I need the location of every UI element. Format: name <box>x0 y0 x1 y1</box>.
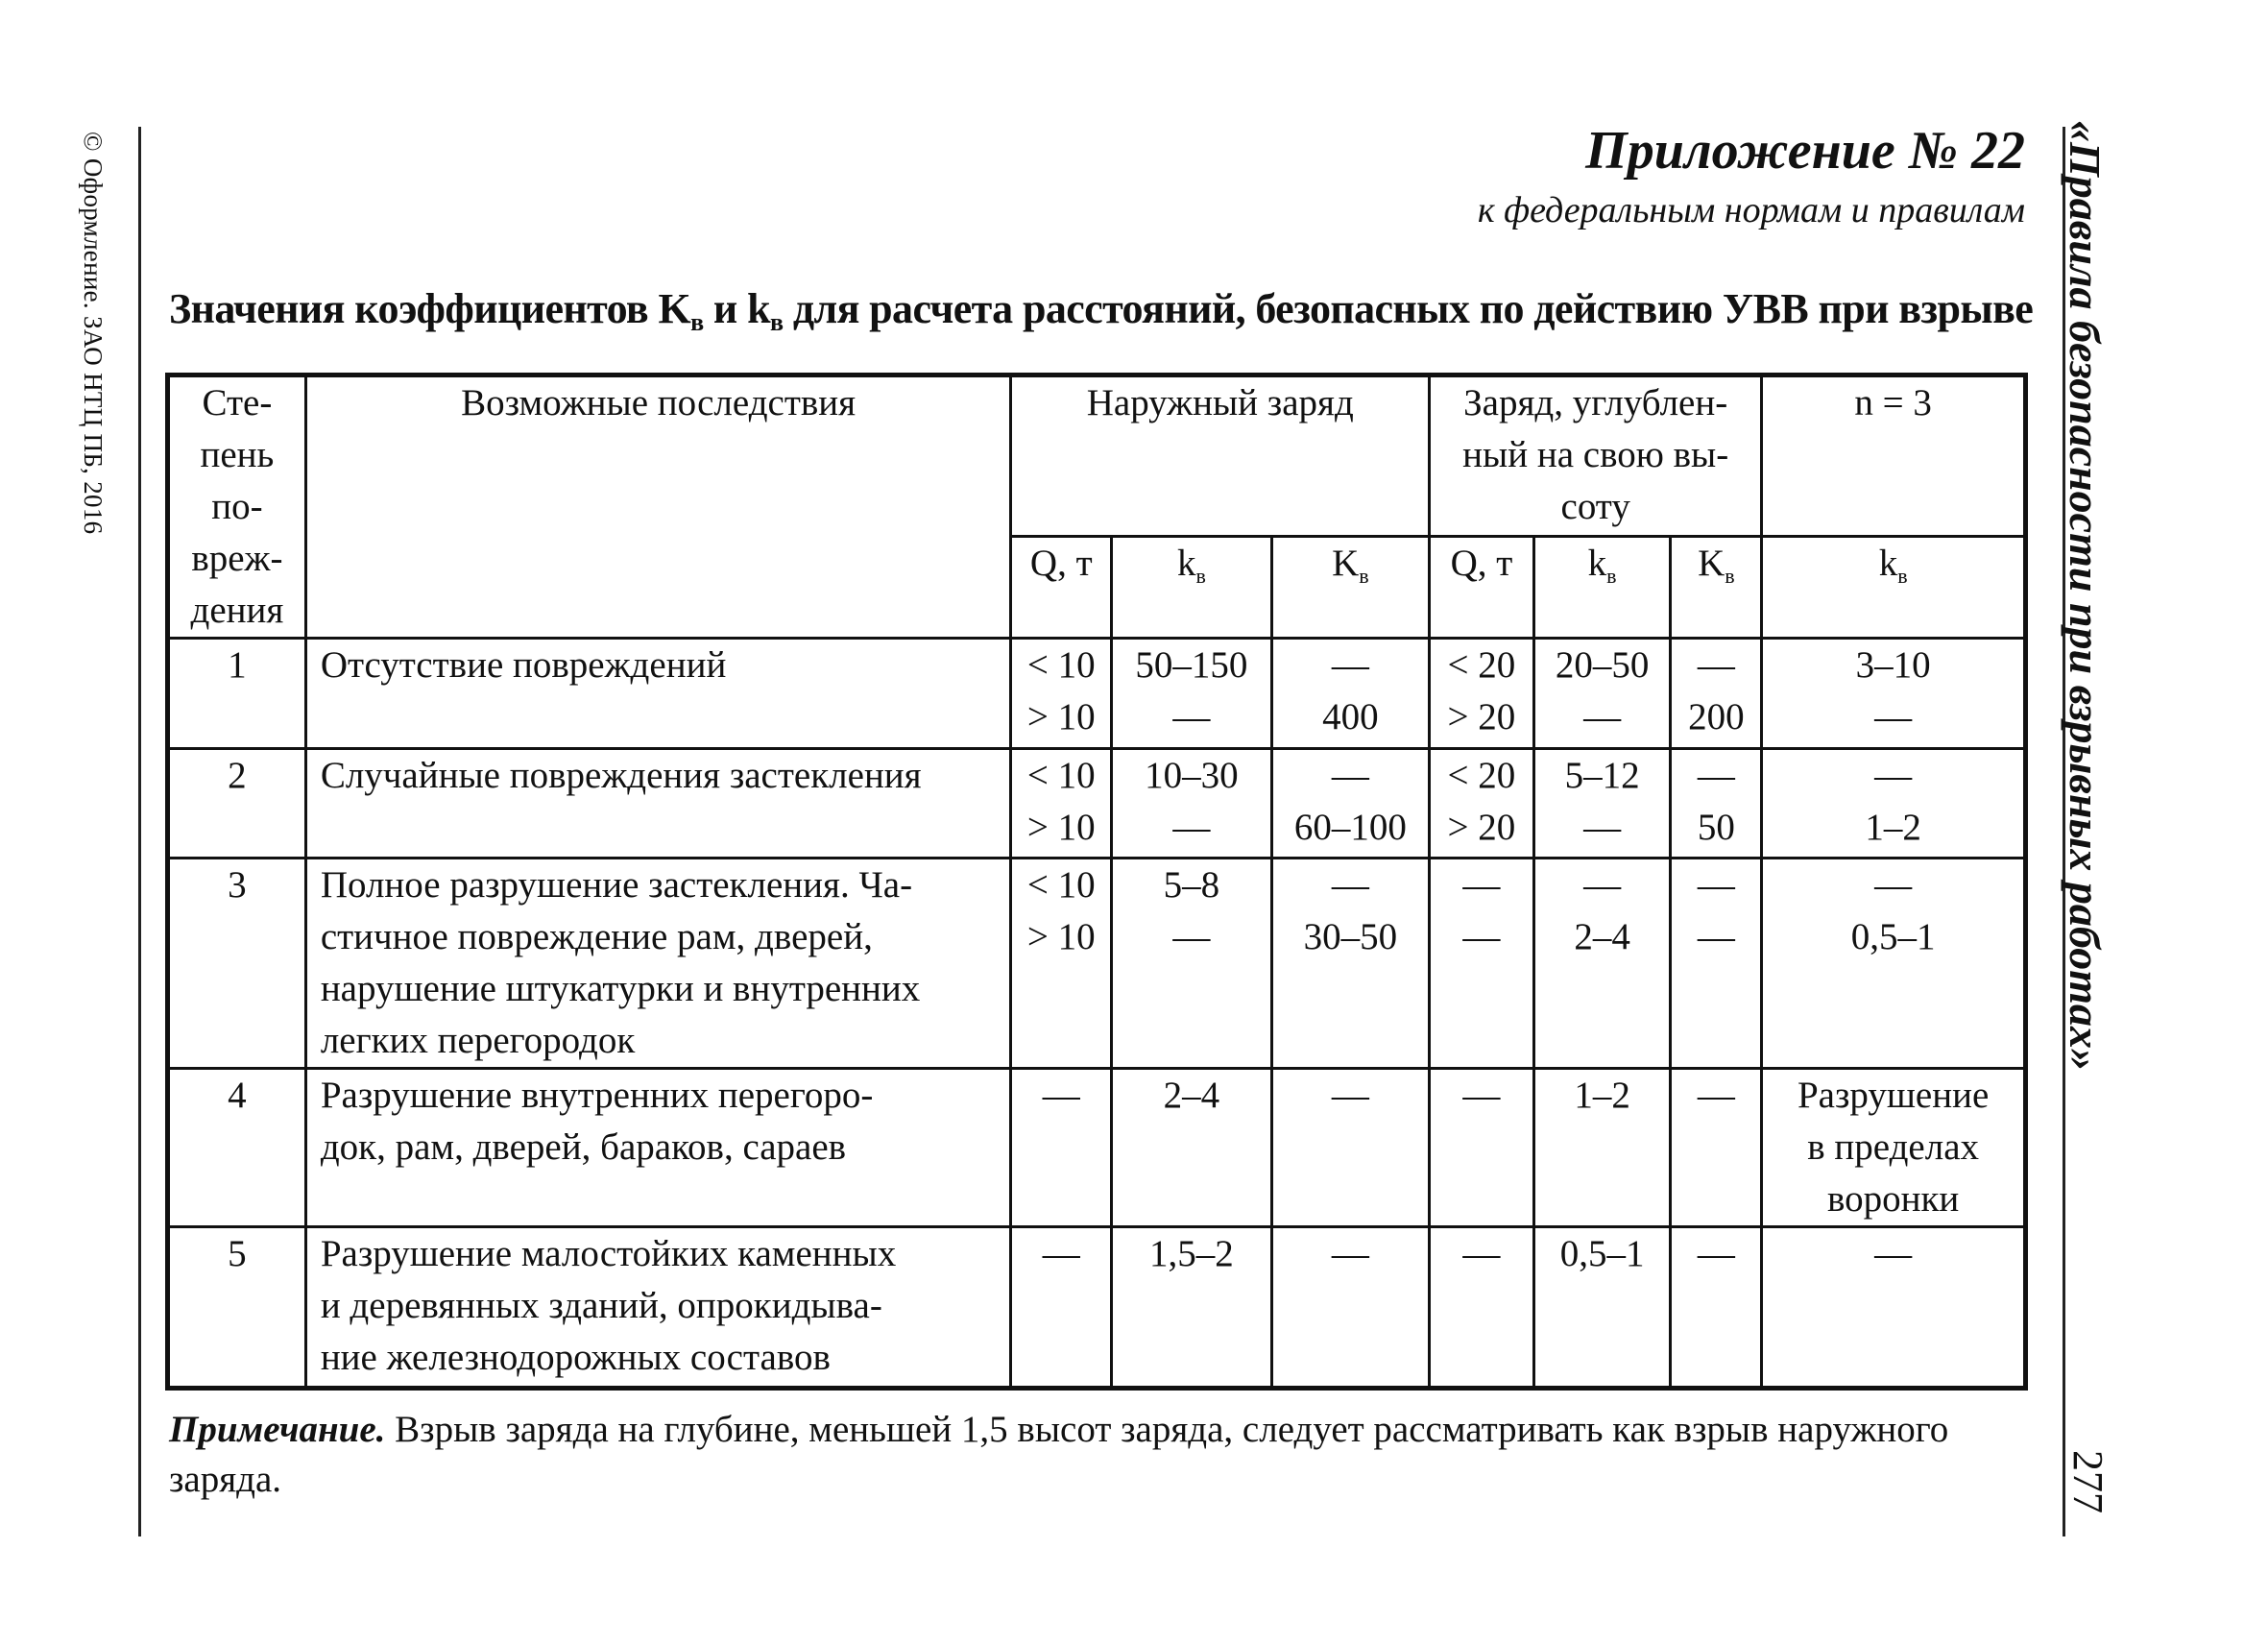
cell-degree: 5 <box>168 1227 306 1389</box>
cell-n3-k: 3–10 — <box>1762 639 2026 749</box>
cell-buried-k: 5–12 — <box>1533 749 1671 859</box>
table-row <box>168 639 2026 749</box>
cell-outer-K: — 60–100 <box>1271 749 1429 859</box>
note-label: Примечание. <box>169 1409 386 1450</box>
cell-buried-k: 1–2 <box>1533 1069 1671 1227</box>
cell-outer-q: < 10 > 10 <box>1011 749 1112 859</box>
table-row <box>168 1227 2026 1389</box>
cell-degree: 3 <box>168 859 306 1069</box>
cell-outer-q: < 10 > 10 <box>1011 639 1112 749</box>
left-margin-rule <box>138 127 141 1536</box>
appendix-subheading: к федеральным нормам и правилам <box>1477 190 2025 230</box>
cell-buried-q: — <box>1430 1069 1534 1227</box>
header-degree: Сте- пень по- вреж- дения <box>168 375 306 639</box>
cell-buried-K: — <box>1671 1227 1762 1389</box>
table-row <box>168 749 2026 859</box>
cell-buried-k: — 2–4 <box>1533 859 1671 1069</box>
table-row <box>168 1069 2026 1227</box>
cell-outer-K: — <box>1271 1227 1429 1389</box>
cell-consequence: Отсутствие повреждений <box>305 639 1011 749</box>
table-title: Значения коэффициентов $K_в$ и $k_в$ для расчета расстояний, безопасных по действию УВВ при взрыве <box>169 285 2034 336</box>
cell-consequence: Случайные повреждения застекления <box>305 749 1011 859</box>
cell-buried-k: 0,5–1 <box>1533 1227 1671 1389</box>
subheader-outer-k: $k_в$ <box>1112 537 1272 639</box>
table-note <box>169 1405 2026 1505</box>
coefficients-table <box>165 373 2028 1391</box>
subheader-n3-k: $k_в$ <box>1762 537 2026 639</box>
cell-n3-k: Разрушение в пределах воронки <box>1762 1069 2026 1227</box>
subheader-outer-q: Q, т <box>1011 537 1112 639</box>
cell-n3-k: — 1–2 <box>1762 749 2026 859</box>
subheader-buried-q: Q, т <box>1430 537 1534 639</box>
copyright-sidebar: © Оформление. ЗАО НТЦ ПБ, 2016 <box>79 132 108 535</box>
appendix-heading: Приложение № 22 <box>1585 121 2025 181</box>
cell-degree: 2 <box>168 749 306 859</box>
cell-buried-K: — — <box>1671 859 1762 1069</box>
cell-consequence: Разрушение малостойких каменных и деревянных зданий, опрокидыва- ние железнодорожных составов <box>305 1227 1011 1389</box>
cell-consequence: Разрушение внутренних перегоро- док, рам, дверей, бараков, сараев <box>305 1069 1011 1227</box>
table-header-row <box>168 375 2026 537</box>
cell-consequence: Полное разрушение застекления. Ча- стичное повреждение рам, дверей, нарушение штукатурки и внутренних легких перегородок <box>305 859 1011 1069</box>
cell-buried-q: — — <box>1430 859 1534 1069</box>
cell-outer-k: 10–30 — <box>1112 749 1272 859</box>
cell-buried-q: — <box>1430 1227 1534 1389</box>
subheader-buried-k: $k_в$ <box>1533 537 1671 639</box>
cell-buried-K: — 200 <box>1671 639 1762 749</box>
cell-outer-q: — <box>1011 1069 1112 1227</box>
cell-outer-q: — <box>1011 1227 1112 1389</box>
header-n3: n = 3 <box>1762 375 2026 537</box>
header-outer-charge: Наружный заряд <box>1011 375 1430 537</box>
cell-outer-K: — <box>1271 1069 1429 1227</box>
cell-buried-q: < 20 > 20 <box>1430 639 1534 749</box>
subheader-outer-K: $K_в$ <box>1271 537 1429 639</box>
cell-buried-q: < 20 > 20 <box>1430 749 1534 859</box>
cell-degree: 1 <box>168 639 306 749</box>
cell-outer-k: 5–8 — <box>1112 859 1272 1069</box>
cell-buried-K: — 50 <box>1671 749 1762 859</box>
cell-outer-k: 2–4 <box>1112 1069 1272 1227</box>
header-buried-charge: Заряд, углублен- ный на свою вы- соту <box>1430 375 1762 537</box>
cell-buried-k: 20–50 — <box>1533 639 1671 749</box>
cell-n3-k: — 0,5–1 <box>1762 859 2026 1069</box>
header-consequences: Возможные последствия <box>305 375 1011 639</box>
document-title-sidebar: «Правила безопасности при взрывных работах» <box>2061 120 2110 1072</box>
note-text: Взрыв заряда на глубине, меньшей 1,5 высот заряда, следует рассматривать как взрыв наружного заряда. <box>169 1409 1949 1500</box>
cell-degree: 4 <box>168 1069 306 1227</box>
cell-outer-q: < 10 > 10 <box>1011 859 1112 1069</box>
cell-buried-K: — <box>1671 1069 1762 1227</box>
cell-outer-k: 50–150 — <box>1112 639 1272 749</box>
cell-outer-k: 1,5–2 <box>1112 1227 1272 1389</box>
page-number: 277 <box>2064 1450 2111 1513</box>
cell-outer-K: — 400 <box>1271 639 1429 749</box>
table-row <box>168 859 2026 1069</box>
cell-n3-k: — <box>1762 1227 2026 1389</box>
cell-outer-K: — 30–50 <box>1271 859 1429 1069</box>
subheader-buried-K: $K_в$ <box>1671 537 1762 639</box>
